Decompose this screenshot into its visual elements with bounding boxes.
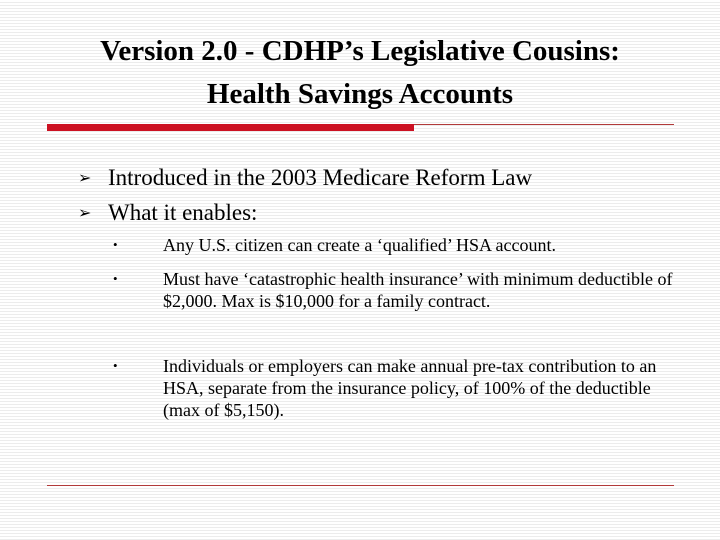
sub-bullet-text: Must have ‘catastrophic health insurance’ with minimum deductible of $2,000. Max is $10,000 for a family contract. [163, 269, 673, 311]
slide-title [20, 30, 700, 116]
bullet-text: What it enables: [108, 200, 258, 225]
bullet-text: Introduced in the 2003 Medicare Reform Law [108, 165, 533, 190]
bullet-item [78, 199, 257, 227]
sub-bullet-item [113, 355, 673, 421]
arrow-bullet-icon: ➢ [78, 170, 92, 187]
dot-bullet-icon: • [113, 271, 118, 286]
dot-bullet-icon: • [113, 358, 118, 373]
title-accent-bar [47, 124, 414, 131]
sub-bullet-item [113, 234, 673, 256]
title-divider-line [414, 124, 674, 125]
title-line-2: Health Savings Accounts [206, 78, 514, 110]
sub-bullet-text: Individuals or employers can make annual pre-tax contribution to an HSA, separate from the insurance policy, of 100% of the deductible (max of $5,150). [163, 356, 657, 420]
dot-bullet-icon: • [113, 237, 118, 252]
bullet-item [78, 164, 532, 192]
sub-bullet-text: Any U.S. citizen can create a ‘qualified’ HSA account. [163, 235, 557, 255]
arrow-bullet-icon: ➢ [78, 205, 92, 222]
sub-bullet-item [113, 268, 673, 312]
footer-divider-line [47, 485, 674, 486]
title-line-1: Version 2.0 - CDHP’s Legislative Cousins: [100, 35, 620, 67]
